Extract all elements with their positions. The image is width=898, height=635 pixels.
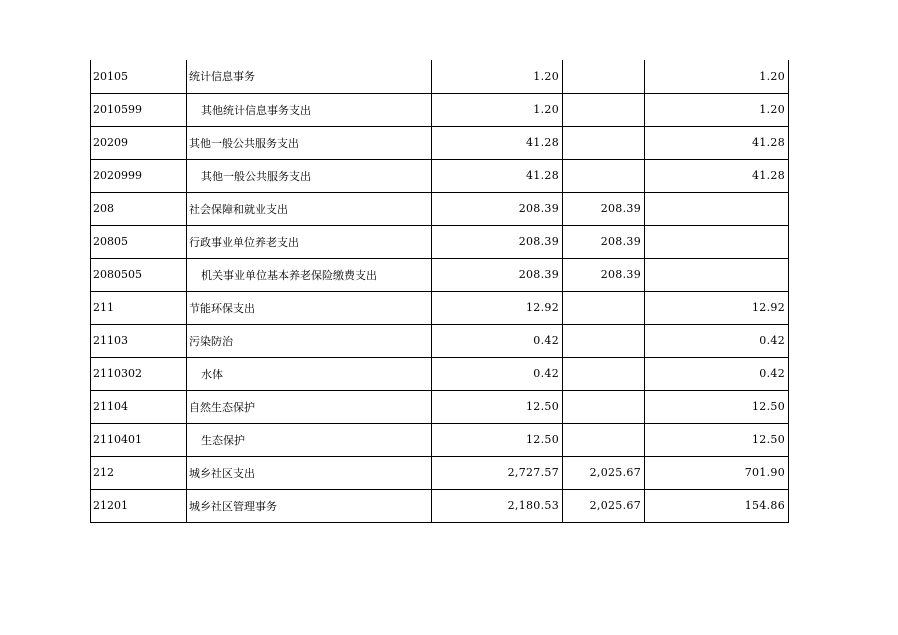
basic-expenditure-cell [563, 423, 645, 456]
project-expenditure-cell: 41.28 [645, 159, 789, 192]
subject-code-cell: 211 [91, 291, 187, 324]
total-amount-cell: 2,727.57 [432, 456, 563, 489]
subject-name-text: 机关事业单位基本养老保险缴费支出 [201, 268, 377, 282]
total-amount-cell: 1.20 [432, 93, 563, 126]
subject-name-text: 水体 [201, 367, 223, 381]
subject-code-cell: 20209 [91, 126, 187, 159]
subject-name-cell [187, 258, 432, 291]
subject-name-text: 城乡社区管理事务 [189, 499, 277, 513]
table-row [91, 390, 789, 423]
subject-name-text: 节能环保支出 [189, 301, 255, 315]
project-expenditure-cell [645, 258, 789, 291]
subject-name-cell [187, 291, 432, 324]
total-amount-cell: 1.20 [432, 60, 563, 93]
project-expenditure-cell: 12.92 [645, 291, 789, 324]
subject-name-cell [187, 423, 432, 456]
project-expenditure-cell: 154.86 [645, 489, 789, 522]
total-amount-cell: 0.42 [432, 357, 563, 390]
subject-name-cell [187, 390, 432, 423]
total-amount-cell: 208.39 [432, 258, 563, 291]
project-expenditure-cell: 41.28 [645, 126, 789, 159]
subject-name-text: 统计信息事务 [189, 70, 255, 84]
total-amount-cell: 0.42 [432, 324, 563, 357]
table-row [91, 423, 789, 456]
subject-code-cell: 20105 [91, 60, 187, 93]
table-row [91, 324, 789, 357]
project-expenditure-cell: 12.50 [645, 390, 789, 423]
basic-expenditure-cell [563, 324, 645, 357]
project-expenditure-cell [645, 225, 789, 258]
subject-name-text: 污染防治 [189, 334, 233, 348]
subject-name-cell [187, 126, 432, 159]
basic-expenditure-cell [563, 357, 645, 390]
table-row [91, 126, 789, 159]
table-body [91, 60, 789, 522]
subject-name-text: 其他统计信息事务支出 [201, 103, 311, 117]
subject-name-text: 生态保护 [201, 433, 245, 447]
total-amount-cell: 12.50 [432, 390, 563, 423]
subject-code-cell: 2010599 [91, 93, 187, 126]
subject-name-cell [187, 93, 432, 126]
project-expenditure-cell: 0.42 [645, 357, 789, 390]
subject-name-cell [187, 192, 432, 225]
table-row [91, 93, 789, 126]
subject-code-cell: 2020999 [91, 159, 187, 192]
project-expenditure-cell: 12.50 [645, 423, 789, 456]
subject-name-text: 行政事业单位养老支出 [189, 235, 299, 249]
project-expenditure-cell: 1.20 [645, 93, 789, 126]
subject-name-cell [187, 225, 432, 258]
basic-expenditure-cell: 2,025.67 [563, 456, 645, 489]
table-row [91, 192, 789, 225]
total-amount-cell: 12.92 [432, 291, 563, 324]
subject-code-cell: 208 [91, 192, 187, 225]
basic-expenditure-cell [563, 93, 645, 126]
budget-table [90, 60, 789, 523]
basic-expenditure-cell: 2,025.67 [563, 489, 645, 522]
subject-name-cell [187, 324, 432, 357]
table-row [91, 159, 789, 192]
total-amount-cell: 41.28 [432, 159, 563, 192]
table-row [91, 225, 789, 258]
subject-code-cell: 20805 [91, 225, 187, 258]
project-expenditure-cell: 1.20 [645, 60, 789, 93]
subject-name-cell [187, 357, 432, 390]
project-expenditure-cell: 701.90 [645, 456, 789, 489]
subject-code-cell: 2110302 [91, 357, 187, 390]
table-row [91, 456, 789, 489]
subject-code-cell: 21104 [91, 390, 187, 423]
total-amount-cell: 208.39 [432, 225, 563, 258]
project-expenditure-cell [645, 192, 789, 225]
subject-code-cell: 21103 [91, 324, 187, 357]
basic-expenditure-cell [563, 390, 645, 423]
subject-name-text: 社会保障和就业支出 [189, 202, 288, 216]
basic-expenditure-cell [563, 291, 645, 324]
total-amount-cell: 41.28 [432, 126, 563, 159]
basic-expenditure-cell [563, 60, 645, 93]
subject-name-text: 其他一般公共服务支出 [201, 169, 311, 183]
subject-name-cell [187, 159, 432, 192]
basic-expenditure-cell [563, 159, 645, 192]
basic-expenditure-cell: 208.39 [563, 192, 645, 225]
subject-name-text: 其他一般公共服务支出 [189, 136, 299, 150]
total-amount-cell: 208.39 [432, 192, 563, 225]
total-amount-cell: 2,180.53 [432, 489, 563, 522]
subject-name-text: 城乡社区支出 [189, 466, 255, 480]
project-expenditure-cell: 0.42 [645, 324, 789, 357]
table-row [91, 60, 789, 93]
table-row [91, 357, 789, 390]
table-row [91, 489, 789, 522]
subject-code-cell: 21201 [91, 489, 187, 522]
subject-name-cell [187, 60, 432, 93]
subject-code-cell: 212 [91, 456, 187, 489]
table-row [91, 291, 789, 324]
basic-expenditure-cell [563, 126, 645, 159]
subject-name-cell [187, 456, 432, 489]
subject-name-text: 自然生态保护 [189, 400, 255, 414]
subject-name-cell [187, 489, 432, 522]
subject-code-cell: 2110401 [91, 423, 187, 456]
total-amount-cell: 12.50 [432, 423, 563, 456]
basic-expenditure-cell: 208.39 [563, 225, 645, 258]
basic-expenditure-cell: 208.39 [563, 258, 645, 291]
table-row [91, 258, 789, 291]
subject-code-cell: 2080505 [91, 258, 187, 291]
